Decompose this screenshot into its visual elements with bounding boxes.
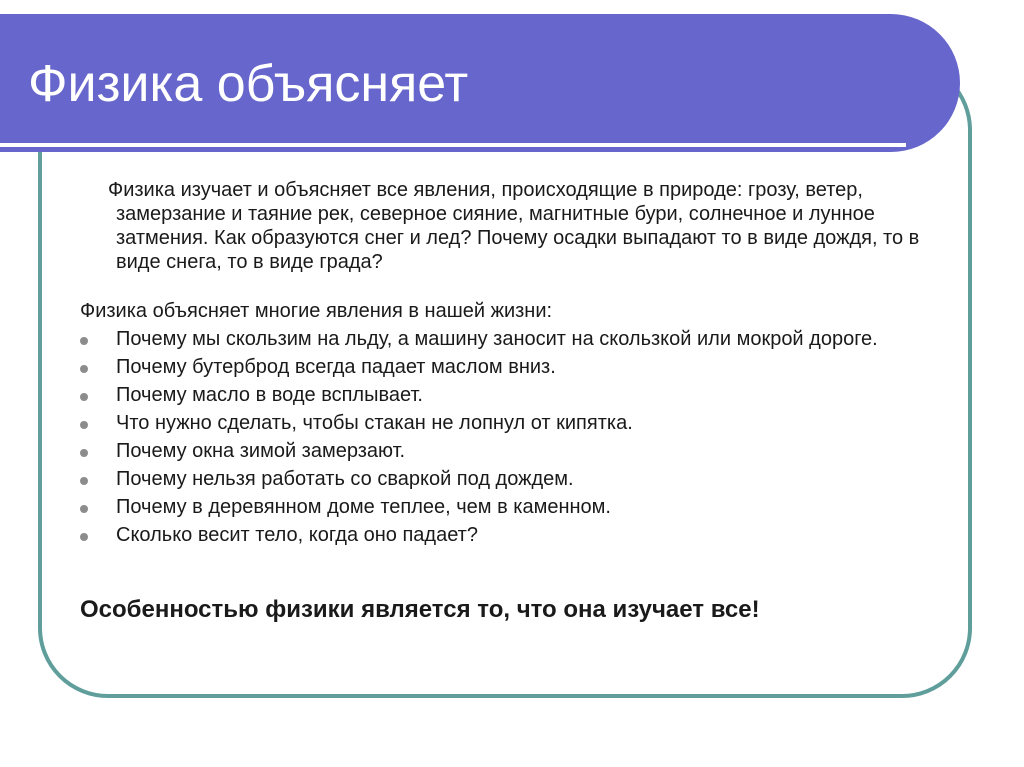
phenomena-list [80, 328, 940, 552]
list-item [80, 440, 940, 463]
bullet-icon [80, 477, 88, 485]
list-item [80, 496, 940, 519]
list-item [80, 384, 940, 407]
list-item-text: Почему окна зимой замерзают. [116, 440, 406, 462]
list-item-text: Почему масло в воде всплывает. [116, 384, 423, 406]
title-underline [0, 143, 906, 147]
slide-title: Физика объясняет [28, 55, 469, 113]
bullet-icon [80, 449, 88, 457]
list-item-text: Почему бутерброд всегда падает маслом вниз. [116, 356, 556, 378]
bullet-icon [80, 337, 88, 345]
list-item [80, 468, 940, 491]
list-item [80, 524, 940, 547]
bullet-icon [80, 533, 88, 541]
bullet-icon [80, 393, 88, 401]
title-banner [0, 14, 960, 152]
list-item [80, 328, 940, 351]
intro-paragraph: Физика изучает и объясняет все явления, происходящие в природе: грозу, ветер, замерзание и таяние рек, северное сияние, магнитные бури, солнечное и лунное затмения. Как образуются снег и лед? Почему осадки выпадают то в виде дождя, то в виде снега, то в виде града? [108, 179, 920, 273]
bullet-icon [80, 421, 88, 429]
list-item-text: Почему нельзя работать со сваркой под дождем. [116, 468, 574, 490]
bullet-icon [80, 365, 88, 373]
list-item-text: Что нужно сделать, чтобы стакан не лопнул от кипятка. [116, 412, 633, 434]
bullet-icon [80, 505, 88, 513]
list-item-text: Почему мы скользим на льду, а машину заносит на скользкой или мокрой дороге. [116, 328, 878, 350]
conclusion-text: Особенностью физики является то, что она изучает все! [80, 596, 760, 623]
list-item-text: Почему в деревянном доме теплее, чем в каменном. [116, 496, 611, 518]
list-item-text: Сколько весит тело, когда оно падает? [116, 524, 478, 546]
list-item [80, 356, 940, 379]
list-item [80, 412, 940, 435]
lead-text: Физика объясняет многие явления в нашей жизни: [80, 300, 553, 322]
